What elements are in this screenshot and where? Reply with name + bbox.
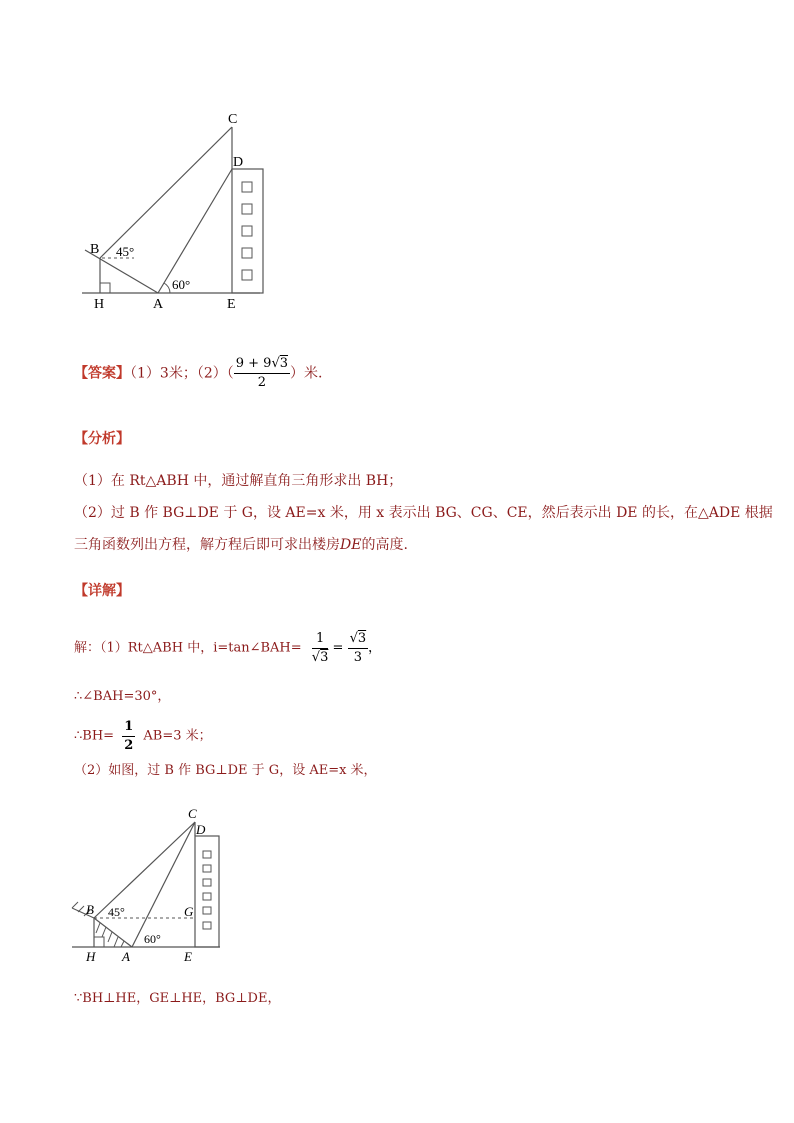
detail-label: 【详解】 xyxy=(74,583,130,599)
analysis-line-3-b: 的高度. xyxy=(361,537,408,553)
solution-part2-line: （2）如图，过 B 作 BG⊥DE 于 G，设 AE=x 米， xyxy=(74,763,377,778)
solution-prefix: 解：（1）Rt△ABH 中，i=tan∠BAH= xyxy=(74,640,302,656)
answer-frac-rad: 3 xyxy=(279,356,289,371)
fig2-label-c: C xyxy=(188,806,197,821)
analysis-label: 【分析】 xyxy=(74,431,130,447)
fig1-angle-b: 45° xyxy=(116,244,135,259)
figure-2-diagram xyxy=(66,800,236,970)
fig1-angle-a: 60° xyxy=(172,277,191,292)
solution-line-1 xyxy=(74,630,381,667)
analysis-line-3 xyxy=(74,536,408,554)
bh-den: 2 xyxy=(124,738,134,753)
bh-prefix: ∴BH= xyxy=(74,728,115,744)
fig2-label-h: H xyxy=(86,949,96,964)
analysis-line-3-a: 三角函数列出方程，解方程后即可求出楼房 xyxy=(74,537,340,553)
bh-suffix: AB=3 米； xyxy=(143,728,212,744)
fig2-label-a: A xyxy=(122,949,130,964)
fig2-angle-a: 60° xyxy=(144,932,161,946)
figure-1-diagram xyxy=(70,105,280,315)
analysis-line-1: （1）在 Rt△ABH 中，通过解直角三角形求出 BH； xyxy=(74,473,403,489)
answer-label: 【答案】 xyxy=(74,365,130,382)
f2-num-rad: 3 xyxy=(357,631,367,646)
fraction-1-over-root3: $\frac{1}{√3}$ xyxy=(311,631,329,665)
answer-line xyxy=(74,355,322,392)
answer-frac-den: 2 xyxy=(257,375,267,390)
analysis-line-3-de: DE xyxy=(340,537,362,553)
fig2-label-e: E xyxy=(184,949,192,964)
fig1-label-h: H xyxy=(94,297,105,312)
fig2-label-g: G xyxy=(184,904,194,919)
solution-bh-line xyxy=(74,718,212,755)
fig2-angle-b: 45° xyxy=(108,905,125,919)
solution-comma: ， xyxy=(368,640,382,656)
fraction-root3-over-3: $\frac{√3}{3}$ xyxy=(349,631,367,665)
answer-frac-num: 9 + 9 xyxy=(235,356,272,371)
answer-fraction: $\frac{9 + 9√3}{2}$ xyxy=(235,356,289,390)
f2-den: 3 xyxy=(353,650,362,665)
equals-sign: = xyxy=(332,640,344,656)
fig2-label-b: B xyxy=(86,902,94,917)
fig1-label-e: E xyxy=(227,297,236,312)
fig1-label-c: C xyxy=(228,112,238,127)
answer-tail: ）米. xyxy=(290,365,323,382)
fraction-half xyxy=(122,718,135,755)
fig1-label-a: A xyxy=(153,297,164,312)
fig1-label-d: D xyxy=(233,155,244,170)
fig2-label-d: D xyxy=(196,822,206,837)
fig1-label-b: B xyxy=(90,242,100,257)
answer-part1: （1）3米；（2）（ xyxy=(130,365,234,382)
f1-num: 1 xyxy=(312,630,329,649)
analysis-line-2: （2）过 B 作 BG⊥DE 于 G，设 AE=x 米，用 x 表示出 BG、CG、CE，然后表示出 DE 的长，在△ADE 根据 xyxy=(74,505,773,521)
f1-den-rad: 3 xyxy=(320,650,329,665)
solution-angle-line: ∴∠BAH=30°， xyxy=(74,689,171,704)
bh-num: 1 xyxy=(122,718,135,737)
solution-perp-line: ∵BH⊥HE，GE⊥HE，BG⊥DE， xyxy=(74,991,281,1006)
